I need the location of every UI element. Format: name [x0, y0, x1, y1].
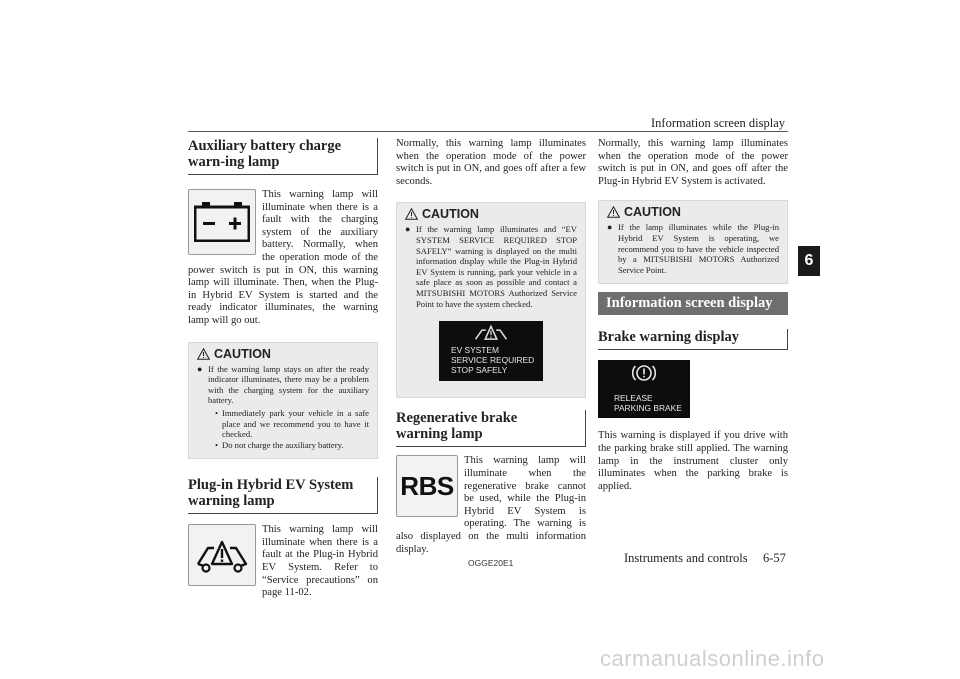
page-header-title: Information screen display — [651, 116, 785, 130]
aux-battery-block — [188, 189, 378, 328]
watermark-text: carmanualsonline.info — [600, 646, 825, 671]
regen-brake-block — [396, 455, 586, 556]
caution-box-phev — [598, 200, 788, 284]
caution-box-aux-battery — [188, 342, 378, 460]
section-title-brake-warning: Brake warning display — [598, 329, 788, 350]
caution-heading — [405, 207, 577, 221]
column-2 — [396, 138, 586, 556]
brake-warning-text: This warning is displayed if you drive with the parking brake still applied. The warning lamp in the instrument cluster only illuminates when the parking brake is applied. — [598, 430, 788, 492]
caution-heading — [607, 205, 779, 219]
battery-warning-icon — [188, 189, 256, 255]
section-title-aux-battery: Auxiliary battery charge warn-ing lamp — [188, 138, 378, 175]
caution-sub-list — [215, 408, 369, 450]
warning-triangle-icon — [405, 208, 418, 220]
caution-item — [197, 364, 369, 406]
section-banner: Information screen display — [598, 292, 788, 315]
chapter-tab: 6 — [798, 246, 820, 276]
bullet-dot-icon: ● — [197, 363, 203, 374]
brake-warning-display — [598, 360, 690, 418]
header-rule — [188, 131, 788, 132]
display-line: EV SYSTEM — [451, 345, 499, 356]
caution-item — [607, 222, 779, 275]
caution-item-text: If the lamp illuminates while the Plug-in Hybrid EV System is operating, we recommend you to have the vehicle inspected by a MITSUBISHI MOTORS Authorized Service Point. — [618, 222, 779, 275]
footer-chapter-name: Instruments and controls — [624, 551, 748, 565]
caution-item-text: If the warning lamp stays on after the ready indicator illuminates, there may be a problem with the charging system for the auxiliary battery. — [208, 363, 369, 406]
phev-system-warning-icon — [188, 524, 256, 586]
column3-intro-text: Normally, this warning lamp illuminates when the operation mode of the power switch is put in ON, and goes off after the Plug-in Hybrid EV System is activated. — [598, 138, 788, 187]
caution-item — [405, 224, 577, 309]
footer-document-code: OGGE20E1 — [468, 558, 514, 568]
section-title-phev-lamp: Plug-in Hybrid EV System warning lamp — [188, 477, 378, 514]
column-1 — [188, 138, 378, 600]
regen-brake-text: This warning lamp will illuminate when the regenerative brake cannot be used, while the Plug-in Hybrid EV System is operating. The warning is also displayed on the multi information display. — [396, 455, 586, 555]
caution-label: CAUTION — [422, 207, 479, 222]
caution-heading — [197, 347, 369, 361]
phev-system-warning-icon — [471, 325, 511, 343]
caution-box-ev-system — [396, 202, 586, 398]
display-line: PARKING BRAKE — [614, 403, 682, 414]
rbs-warning-icon: RBS — [396, 455, 458, 517]
caution-label: CAUTION — [624, 205, 681, 220]
brake-warning-icon — [632, 363, 656, 383]
phev-lamp-block — [188, 524, 378, 600]
column-3 — [598, 138, 788, 493]
caution-item-text: If the warning lamp illuminates and “EV SYSTEM SERVICE REQUIRED STOP SAFELY” warning is displayed on the multi information display while the Plug-in Hybrid EV System is running, park your vehicle in a safe place as soon as possible and contact a MITSUBISHI MOTORS Authorized Service Point to have the system checked. — [416, 224, 577, 309]
display-line: RELEASE — [614, 393, 653, 404]
column2-intro-text: Normally, this warning lamp illuminates when the operation mode of the power switch is put in ON, and goes off after a few seconds. — [396, 138, 586, 187]
phev-lamp-text: This warning lamp will illuminate when there is a fault at the Plug-in Hybrid EV System. Refer to “Service precautions” on page 11-02. — [262, 524, 378, 599]
ev-system-display — [439, 321, 543, 381]
warning-triangle-icon — [607, 206, 620, 218]
section-title-regen-brake: Regenerative brake warning lamp — [396, 410, 586, 447]
caution-sub-item: • Immediately park your vehicle in a safe place and we recommend you to have it checked. — [215, 407, 369, 440]
aux-battery-text: This warning lamp will illuminate when there is a fault with the charging system of the auxiliary battery. Normally, when the operation mode of the power switch is put in ON, this warning lamp will illuminate. Then, when the Plug-in Hybrid EV System is started and the ready indicator illuminates, the warning lamp will go out. — [188, 189, 378, 326]
bullet-dot-icon: ● — [405, 224, 411, 235]
footer-page-number: 6-57 — [763, 551, 786, 565]
display-line: STOP SAFELY — [451, 365, 508, 376]
caution-sub-item: • Do not charge the auxiliary battery. — [215, 439, 344, 450]
warning-triangle-icon — [197, 348, 210, 360]
bullet-dot-icon: ● — [607, 222, 613, 233]
display-line: SERVICE REQUIRED — [451, 355, 535, 366]
caution-label: CAUTION — [214, 346, 271, 361]
